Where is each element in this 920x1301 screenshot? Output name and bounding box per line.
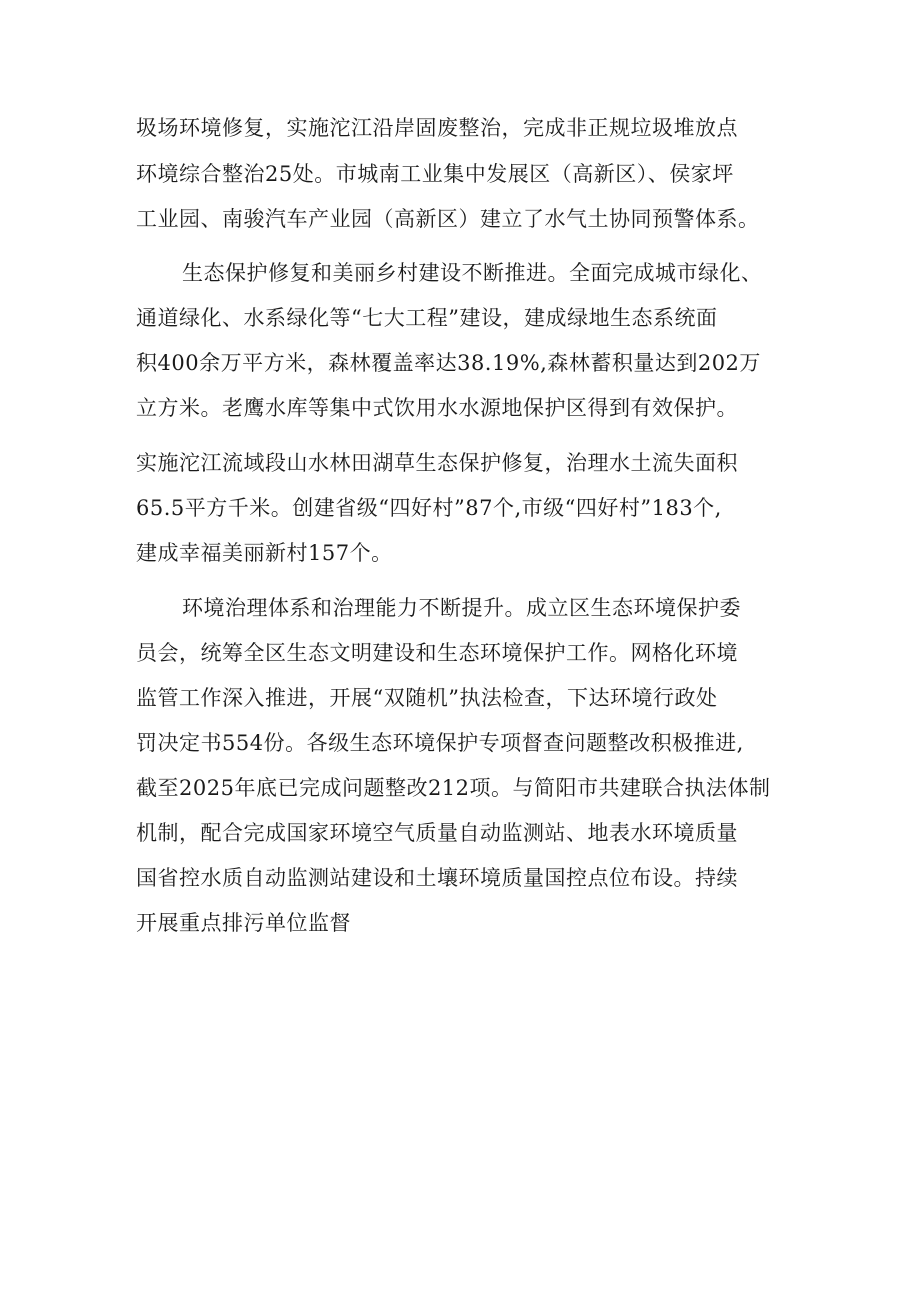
- text-line: 积400余万平方米，森林覆盖率达38.19%,森林蓄积量达到202万: [136, 351, 761, 375]
- text-line: 通道绿化、水系绿化等“七大工程”建设，建成绿地生态系统面: [136, 306, 718, 330]
- text-line: 开展重点排污单位监督: [136, 911, 351, 935]
- text-line: 罚决定书554份。各级生态环境保护专项督查问题整改积极推进,: [136, 731, 744, 755]
- text-line: 监管工作深入推进，开展“双随机”执法检查，下达环境行政处: [136, 686, 718, 710]
- text-line: 圾场环境修复，实施沱江沿岸固废整治，完成非正规垃圾堆放点: [136, 116, 738, 140]
- paragraph-first-line: 生态保护修复和美丽乡村建设不断推进。全面完成城市绿化、: [182, 261, 763, 285]
- text-line: 国省控水质自动监测站建设和土壤环境质量国控点位布设。持续: [136, 866, 738, 890]
- text-line: 机制，配合完成国家环境空气质量自动监测站、地表水环境质量: [136, 821, 738, 845]
- text-line: 实施沱江流域段山水林田湖草生态保护修复，治理水土流失面积: [136, 451, 738, 475]
- text-line: 员会，统筹全区生态文明建设和生态环境保护工作。网格化环境: [136, 641, 738, 665]
- paragraph-first-line: 环境治理体系和治理能力不断提升。成立区生态环境保护委: [182, 596, 741, 620]
- text-line: 立方米。老鹰水库等集中式饮用水水源地保护区得到有效保护。: [136, 396, 738, 420]
- text-line: 环境综合整治25处。市城南工业集中发展区（高新区）、侯家坪: [136, 162, 734, 186]
- text-line: 截至2025年底已完成问题整改212项。与简阳市共建联合执法体制: [136, 776, 771, 800]
- text-line: 工业园、南骏汽车产业园（高新区）建立了水气土协同预警体系。: [136, 207, 760, 231]
- text-line: 建成幸福美丽新村157个。: [136, 541, 393, 565]
- text-line: 65.5平方千米。创建省级“四好村”87个,市级“四好村”183个,: [136, 496, 722, 520]
